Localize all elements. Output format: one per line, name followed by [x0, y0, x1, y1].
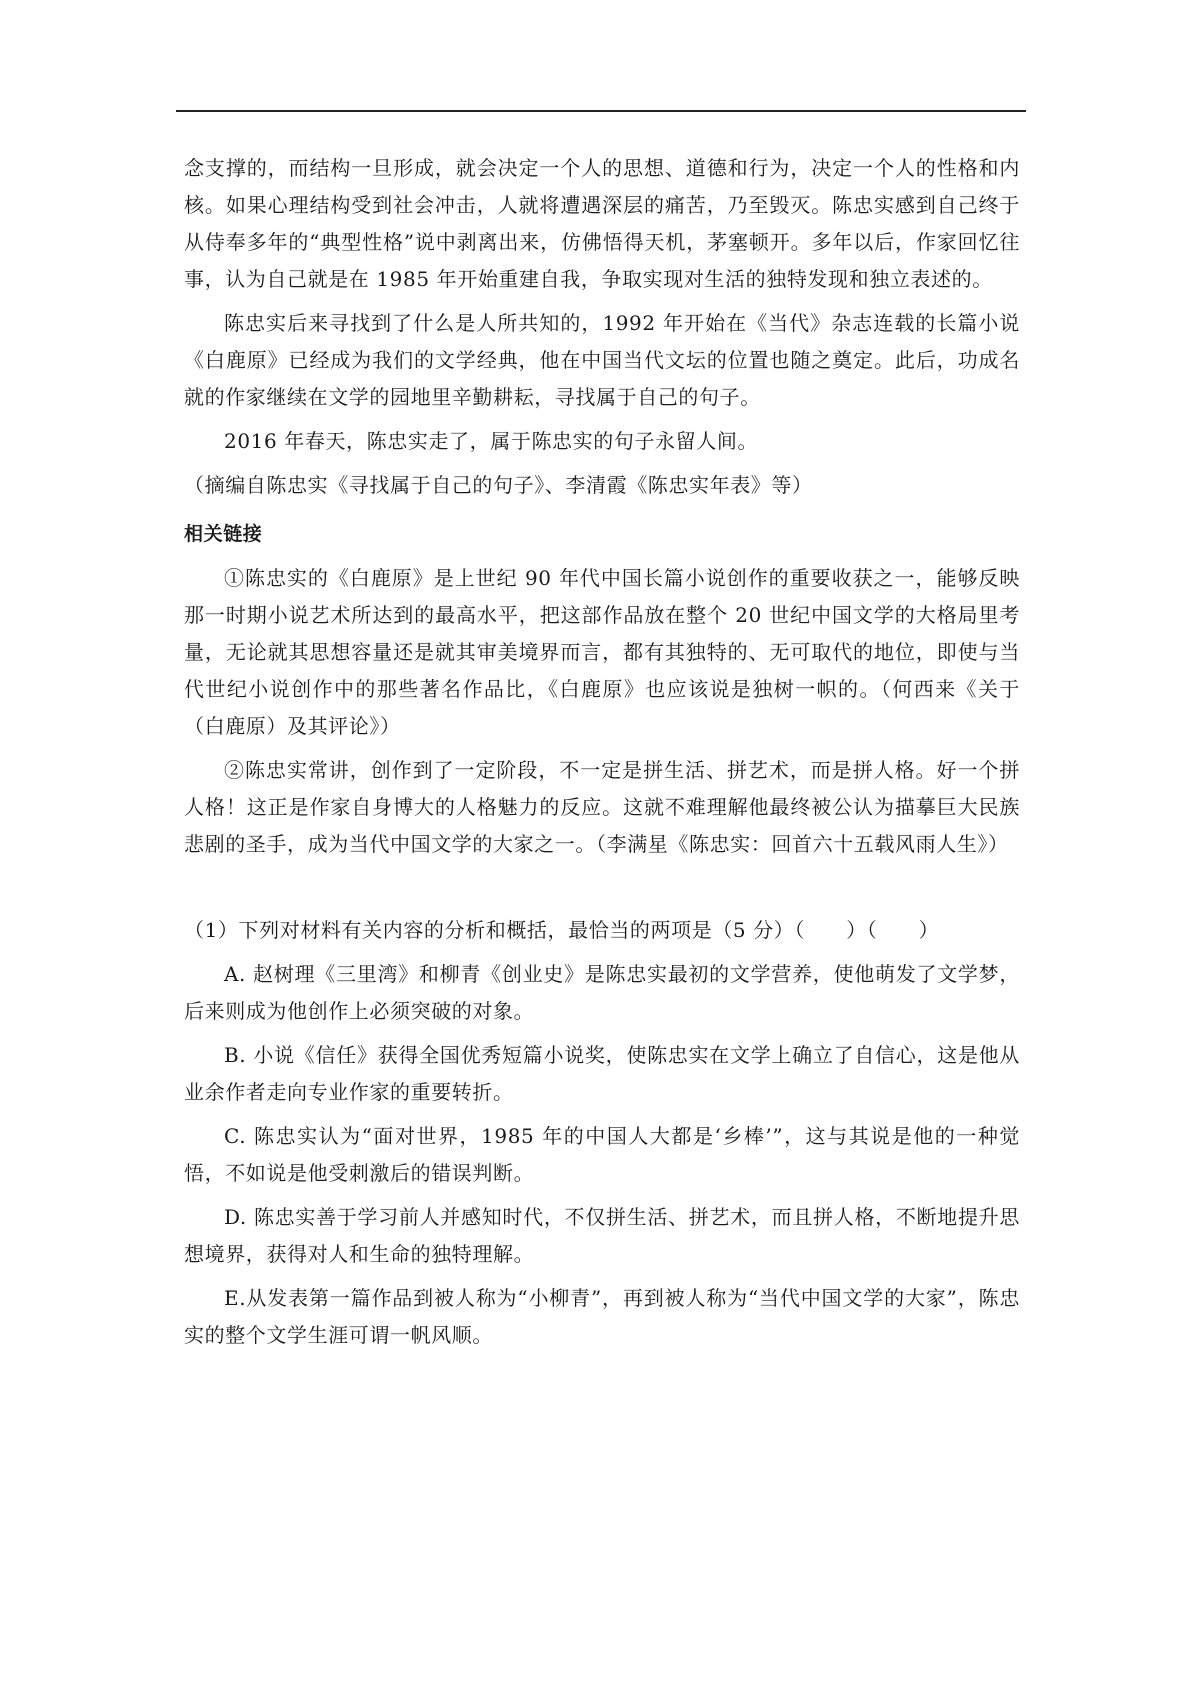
document-body	[184, 150, 1020, 1361]
question-stem: （1）下列对材料有关内容的分析和概括，最恰当的两项是（5 分）（ ）（ ）	[184, 918, 940, 942]
option-a: A. 赵树理《三里湾》和柳青《创业史》是陈忠实最初的文学营养，使他萌发了文学梦，后来则成为他创作上必须突破的对象。	[184, 962, 1020, 1023]
passage-paragraph-3: 2016 年春天，陈忠实走了，属于陈忠实的句子永留人间。	[224, 429, 759, 453]
related-links-heading: 相关链接	[184, 523, 263, 545]
header-rule	[176, 110, 1026, 112]
option-d: D. 陈忠实善于学习前人并感知时代，不仅拼生活、拼艺术，而且拼人格，不断地提升思想境界，获得对人和生命的独特理解。	[184, 1205, 1020, 1266]
passage-paragraph-2: 陈忠实后来寻找到了什么是人所共知的，1992 年开始在《当代》杂志连载的长篇小说《白鹿原》已经成为我们的文学经典，他在中国当代文坛的位置也随之奠定。此后，功成名就的作家继续在文学的园地里辛勤耕耘，寻找属于自己的句子。	[184, 311, 1020, 409]
related-link-1: ①陈忠实的《白鹿原》是上世纪 90 年代中国长篇小说创作的重要收获之一，能够反映那一时期小说艺术所达到的最高水平，把这部作品放在整个 20 世纪中国文学的大格局里考量，无论就其思想容量还是就其审美境界而言，都有其独特的、无可取代的地位，即使与当代世纪小说创作中的那些著名作品比，《白鹿原》也应该说是独树一帜的。（何西来《关于（白鹿原）及其评论》）	[184, 566, 1020, 738]
passage-paragraph-1: 念支撑的，而结构一旦形成，就会决定一个人的思想、道德和行为，决定一个人的性格和内核。如果心理结构受到社会冲击，人就将遭遇深层的痛苦，乃至毁灭。陈忠实感到自己终于从侍奉多年的“典型性格”说中剥离出来，仿佛悟得天机，茅塞顿开。多年以后，作家回忆往事，认为自己就是在 1985 年开始重建自我，争取实现对生活的独特发现和独立表述的。	[184, 156, 1020, 291]
related-link-2: ②陈忠实常讲，创作到了一定阶段，不一定是拼生活、拼艺术，而是拼人格。好一个拼人格！这正是作家自身博大的人格魅力的反应。这就不难理解他最终被公认为描摹巨大民族悲剧的圣手，成为当代中国文学的大家之一。（李满星《陈忠实：回首六十五载风雨人生》）	[184, 758, 1020, 856]
section-gap	[184, 870, 1020, 912]
option-b: B. 小说《信任》获得全国优秀短篇小说奖，使陈忠实在文学上确立了自信心，这是他从业余作者走向专业作家的重要转折。	[184, 1043, 1020, 1104]
option-c: C. 陈忠实认为“面对世界，1985 年的中国人大都是‘乡棒’”，这与其说是他的一种觉悟，不如说是他受刺激后的错误判断。	[184, 1124, 1020, 1185]
passage-source: （摘编自陈忠实《寻找属于自己的句子》、李清霞《陈忠实年表》等）	[184, 473, 813, 497]
option-e: E.从发表第一篇作品到被人称为“小柳青”，再到被人称为“当代中国文学的大家”，陈忠实的整个文学生涯可谓一帆风顺。	[184, 1286, 1020, 1347]
